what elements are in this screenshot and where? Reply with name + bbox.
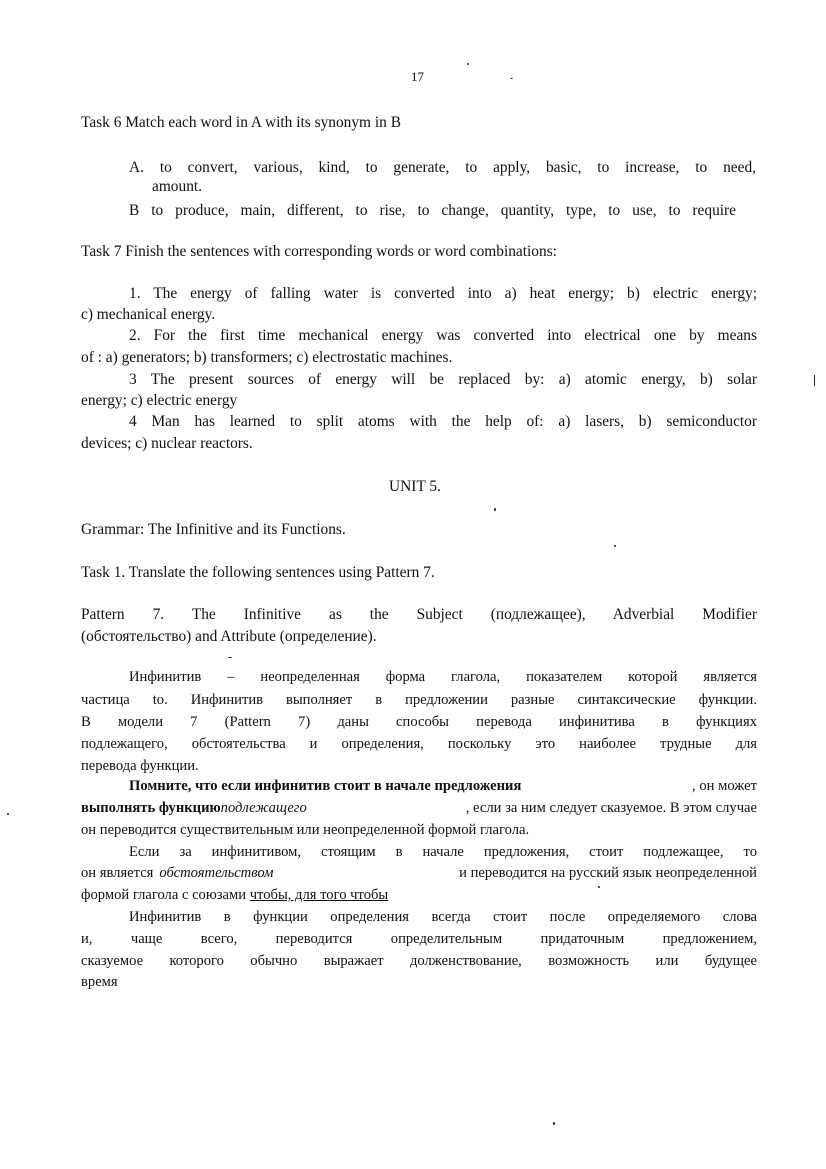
ru-p2-line2 xyxy=(81,799,757,817)
ru-p2-tail: , он может xyxy=(692,778,757,794)
task1-heading: Task 1. Translate the following sentences using Pattern 7. xyxy=(81,564,435,581)
task6-b-line: B to produce, main, different, to rise, to change, quantity, type, to use, to require xyxy=(129,202,736,219)
ru-p3-rest: и переводится на русский язык неопределенной xyxy=(459,865,757,881)
task6-heading: Task 6 Match each word in A with its synonym in B xyxy=(81,114,401,131)
ru-p4-line4: время xyxy=(81,974,118,990)
task7-s4-line1: 4 Man has learned to split atoms with the help of: a) lasers, b) semiconductor xyxy=(129,413,757,430)
unit-title: UNIT 5. xyxy=(389,478,441,495)
ru-p1-line1: Инфинитив – неопределенная форма глагола, показателем которой является xyxy=(129,669,757,685)
ru-p2-line3: он переводится существительным или неопределенной формой глагола. xyxy=(81,822,530,838)
ru-p1-line2: частица to. Инфинитив выполняет в предложении разные синтаксические функции. xyxy=(81,692,757,708)
scan-speck xyxy=(494,508,496,511)
task7-s2-line2: of : a) generators; b) transformers; c) electrostatic machines. xyxy=(81,349,453,366)
scan-speck xyxy=(510,78,513,79)
ru-p2-emphasis: Помните, что если инфинитив стоит в начале предложения xyxy=(129,778,522,794)
page-number: 17 xyxy=(411,69,424,84)
ru-p2-rest: , если за ним следует сказуемое. В этом случае xyxy=(465,800,757,816)
ru-p4-line1: Инфинитив в функции определения всегда стоит после определяемого слова xyxy=(129,909,757,925)
scan-speck xyxy=(598,886,600,888)
ru-p3-line2 xyxy=(81,864,757,882)
task7-s1-line2: c) mechanical energy. xyxy=(81,306,216,323)
ru-p1-line3: В модели 7 (Pattern 7) даны способы перевода инфинитива в функциях xyxy=(81,714,757,730)
task6-a-line2: amount. xyxy=(152,178,203,195)
scan-speck xyxy=(467,63,469,65)
scan-speck xyxy=(814,375,815,386)
ru-p4-line3: сказуемое которого обычно выражает долженствование, возможность или будущее xyxy=(81,953,757,969)
ru-p3-modifier-term: обстоятельством xyxy=(159,865,274,881)
task7-s3-line1: 3 The present sources of energy will be replaced by: a) atomic energy, b) solar xyxy=(129,371,757,388)
task7-s2-line1: 2. For the first time mechanical energy was converted into electrical one by means xyxy=(129,327,757,344)
task7-s3-line2: energy; c) electric energy xyxy=(81,392,238,409)
pattern-line2: (обстоятельство) and Attribute (определение). xyxy=(81,628,377,645)
ru-p3-conjunctions: чтобы, для того чтобы xyxy=(249,887,389,903)
grammar-heading: Grammar: The Infinitive and its Functions. xyxy=(81,521,346,538)
ru-p3-lead: он является xyxy=(81,865,154,881)
ru-p2-subject-term: подлежащего xyxy=(220,800,307,816)
pattern-line1: Pattern 7. The Infinitive as the Subject (подлежащее), Adverbial Modifier xyxy=(81,606,757,623)
ru-p3-line3 xyxy=(81,886,388,904)
task7-s1-line1: 1. The energy of falling water is converted into a) heat energy; b) electric energy; xyxy=(129,285,757,302)
task6-a-line1: A. to convert, various, kind, to generate, to apply, basic, to increase, to need, xyxy=(129,159,756,176)
ru-p2-line1 xyxy=(129,777,757,795)
task7-heading: Task 7 Finish the sentences with corresponding words or word combinations: xyxy=(81,243,557,260)
ru-p2-function-label: выполнять функцию xyxy=(81,800,221,816)
ru-p1-line5: перевода функции. xyxy=(81,758,199,774)
ru-p1-line4: подлежащего, обстоятельства и определения, поскольку это наиболее трудные для xyxy=(81,736,757,752)
scan-speck xyxy=(7,813,9,815)
ru-p4-line2: и, чаще всего, переводится определительным придаточным предложением, xyxy=(81,931,757,947)
scan-speck xyxy=(228,657,232,658)
ru-p3-line1: Если за инфинитивом, стоящим в начале предложения, стоит подлежащее, то xyxy=(129,844,757,860)
scan-speck xyxy=(614,545,616,547)
ru-p3-conj-lead: формой глагола с союзами xyxy=(81,887,250,903)
scan-speck xyxy=(553,1122,555,1125)
task7-s4-line2: devices; c) nuclear reactors. xyxy=(81,435,253,452)
